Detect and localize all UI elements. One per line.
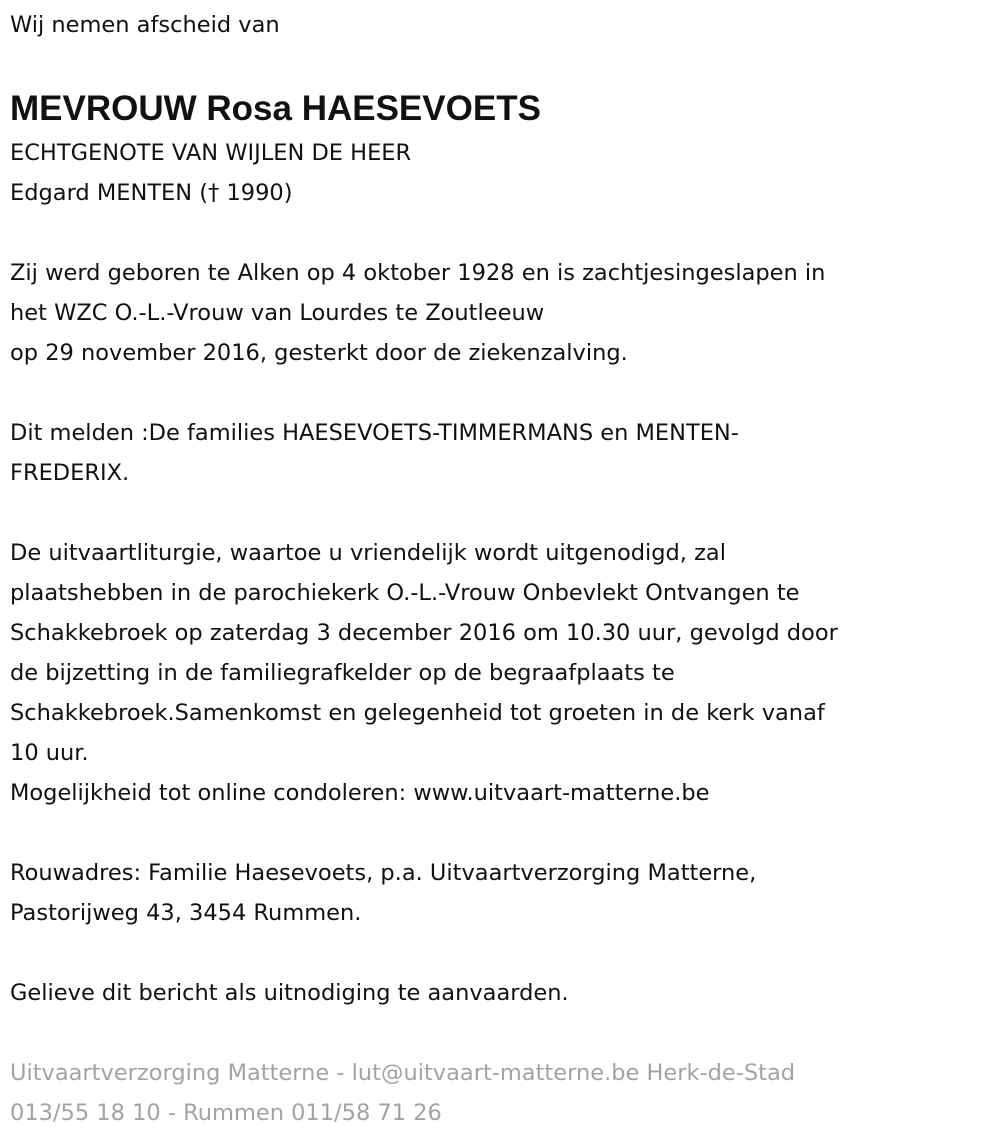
- paragraph-line: Zij werd geboren te Alken op 4 oktober 1928 en is zachtjesingeslapen in: [10, 260, 826, 286]
- intro-text: Wij nemen afscheid van: [10, 12, 280, 38]
- spacer: [10, 1013, 1000, 1053]
- spacer: [10, 493, 1000, 533]
- paragraph-line: Pastorijweg 43, 3454 Rummen.: [10, 900, 362, 926]
- paragraph-line: Dit melden :De families HAESEVOETS-TIMMERMANS en MENTEN-: [10, 420, 739, 446]
- condolence-line: Mogelijkheid tot online condoleren: www.uitvaart-matterne.be: [10, 780, 710, 806]
- paragraph-line: 10 uur.: [10, 740, 89, 766]
- deceased-name: MEVROUW Rosa HAESEVOETS: [10, 89, 541, 128]
- paragraph-line: het WZC O.-L.-Vrouw van Lourdes te Zoutleeuw: [10, 300, 545, 326]
- paragraph-line: Rouwadres: Familie Haesevoets, p.a. Uitvaartverzorging Matterne,: [10, 860, 757, 886]
- spouse-line-1: ECHTGENOTE VAN WIJLEN DE HEER: [10, 140, 412, 166]
- footer-line: 013/55 18 10 - Rummen 011/58 71 26: [10, 1100, 442, 1126]
- paragraph-line: op 29 november 2016, gesterkt door de ziekenzalving.: [10, 340, 628, 366]
- footer: [10, 1053, 1000, 1133]
- paragraph-line: de bijzetting in de familiegrafkelder op de begraafplaats te: [10, 660, 675, 686]
- paragraph-line: Schakkebroek op zaterdag 3 december 2016 om 10.30 uur, gevolgd door: [10, 620, 838, 646]
- footer-line: Uitvaartverzorging Matterne - lut@uitvaart-matterne.be Herk-de-Stad: [10, 1060, 796, 1086]
- spacer: [10, 373, 1000, 413]
- funeral-paragraph: [10, 533, 1000, 813]
- families-paragraph: [10, 413, 1000, 493]
- spacer: [10, 213, 1000, 253]
- spacer: [10, 933, 1000, 973]
- paragraph-line: De uitvaartliturgie, waartoe u vriendelijk wordt uitgenodigd, zal: [10, 540, 726, 566]
- closing-text: Gelieve dit bericht als uitnodiging te aanvaarden.: [10, 980, 569, 1006]
- spacer: [10, 813, 1000, 853]
- paragraph-line: plaatshebben in de parochiekerk O.-L.-Vrouw Onbevlekt Ontvangen te: [10, 580, 800, 606]
- address-paragraph: [10, 853, 1000, 933]
- paragraph-line: FREDERIX.: [10, 460, 130, 486]
- paragraph-line: Schakkebroek.Samenkomst en gelegenheid tot groeten in de kerk vanaf: [10, 700, 825, 726]
- spouse-line-2: Edgard MENTEN († 1990): [10, 180, 293, 206]
- spacer: [10, 45, 1000, 85]
- birth-death-paragraph: [10, 253, 1000, 373]
